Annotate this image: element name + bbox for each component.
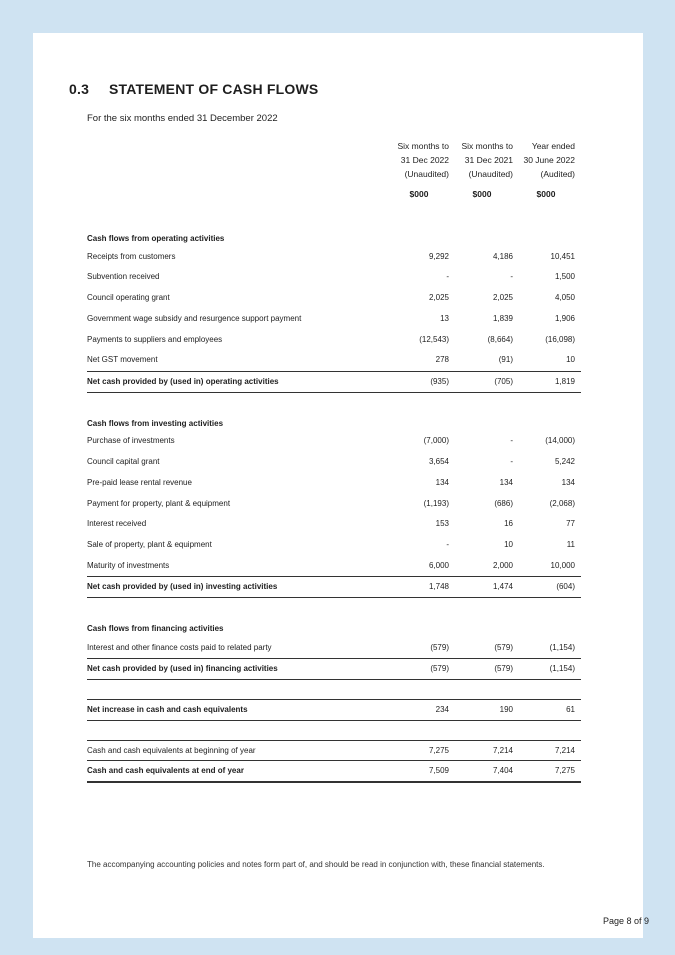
row-value-year: 5,242 [554,457,575,466]
row-value-current: (7,000) [423,436,449,445]
column-header-status: (Audited) [540,169,575,179]
row-value-current: 13 [440,314,449,323]
row-value-prior: - [510,272,513,281]
row-value-year: 7,275 [554,766,575,775]
row-value-year: 61 [566,705,575,714]
row-label: Interest and other finance costs paid to related party [87,643,272,652]
column-header-line2: 30 June 2022 [523,155,575,165]
table-row [87,556,581,576]
row-value-current: 234 [435,705,449,714]
row-label: Sale of property, plant & equipment [87,540,212,549]
row-label: Interest received [87,519,147,528]
row-value-current: - [446,272,449,281]
table-row [87,514,581,534]
row-value-current: (1,193) [423,499,449,508]
investing-heading: Cash flows from investing activities [87,419,224,428]
row-value-prior: (91) [498,355,513,364]
column-header-line2: 31 Dec 2022 [400,155,449,165]
page-number: Page 8 of 9 [603,916,650,926]
row-label: Council capital grant [87,457,160,466]
row-label: Receipts from customers [87,252,176,261]
row-label: Government wage subsidy and resurgence support payment [87,314,302,323]
table-row [87,494,581,514]
row-value-year: 11 [566,540,575,549]
column-header-line2: 31 Dec 2021 [464,155,513,165]
row-value-current: - [446,540,449,549]
row-label: Council operating grant [87,293,170,302]
row-value-prior: (686) [494,499,513,508]
row-label: Net cash provided by (used in) investing activities [87,582,278,591]
row-value-current: 7,275 [428,746,449,755]
row-value-prior: 4,186 [492,252,513,261]
column-header-line1: Six months to [461,141,513,151]
row-value-prior: 1,474 [492,582,513,591]
row-value-year: (14,000) [545,436,575,445]
row-value-year: (1,154) [549,643,575,652]
financing-total-row [87,658,581,680]
column-header-year [517,139,575,201]
row-value-prior: 7,214 [492,746,513,755]
table-row [87,535,581,555]
operating-total-row [87,371,581,393]
row-value-prior: 2,000 [492,561,513,570]
row-value-year: 1,500 [554,272,575,281]
row-value-current: 9,292 [428,252,449,261]
row-label: Net cash provided by (used in) operating activities [87,377,279,386]
row-label: Pre-paid lease rental revenue [87,478,192,487]
row-label: Net cash provided by (used in) financing activities [87,664,278,673]
row-value-prior: (705) [494,377,513,386]
section-heading: STATEMENT OF CASH FLOWS [109,81,319,97]
closing-cash-row [87,760,581,783]
section-number: 0.3 [69,81,90,97]
row-label: Cash and cash equivalents at end of year [87,766,244,775]
section-title [69,81,318,97]
row-value-current: 2,025 [428,293,449,302]
financing-heading: Cash flows from financing activities [87,624,224,633]
row-value-year: 10,451 [550,252,575,261]
row-value-year: 7,214 [554,746,575,755]
reporting-period: For the six months ended 31 December 2022 [87,113,278,124]
row-value-current: (579) [430,664,449,673]
column-header-status: (Unaudited) [468,169,513,179]
row-value-current: 278 [435,355,449,364]
row-value-prior: 10 [504,540,513,549]
row-value-prior: 134 [499,478,513,487]
row-value-prior: 190 [499,705,513,714]
column-header-currency: $000 [472,189,492,199]
row-value-year: (2,068) [549,499,575,508]
statement-page [33,33,650,938]
row-label: Net increase in cash and cash equivalents [87,705,248,714]
row-value-prior: (579) [494,664,513,673]
row-value-year: 4,050 [554,293,575,302]
row-value-year: 1,906 [554,314,575,323]
row-value-year: 10 [566,355,575,364]
table-row [87,330,581,350]
row-label: Net GST movement [87,355,158,364]
row-value-prior: - [510,457,513,466]
row-value-year: (604) [556,582,575,591]
row-value-year: 134 [561,478,575,487]
row-value-prior: 2,025 [492,293,513,302]
row-value-current: (579) [430,643,449,652]
table-row [87,350,581,370]
row-value-year: 10,000 [550,561,575,570]
row-value-current: (935) [430,377,449,386]
table-row [87,309,581,329]
table-row [87,452,581,472]
column-header-prior [451,139,513,201]
column-header-line1: Year ended [531,141,575,151]
row-value-prior: 7,404 [492,766,513,775]
row-value-year: 1,819 [554,377,575,386]
row-value-current: 7,509 [428,766,449,775]
row-label: Purchase of investments [87,436,175,445]
row-value-current: 1,748 [428,582,449,591]
net-increase-row [87,699,581,721]
row-label: Cash and cash equivalents at beginning of year [87,746,256,755]
table-row [87,247,581,267]
row-value-prior: (8,664) [487,335,513,344]
footnote: The accompanying accounting policies and notes form part of, and should be read in conjunction with, these financial statements. [87,860,545,869]
row-value-year: 77 [566,519,575,528]
row-value-prior: 16 [504,519,513,528]
row-value-current: 3,654 [428,457,449,466]
table-row [87,638,581,658]
row-label: Subvention received [87,272,160,281]
investing-total-row [87,576,581,598]
row-label: Payments to suppliers and employees [87,335,223,344]
column-header-currency: $000 [409,189,429,199]
row-value-current: 153 [435,519,449,528]
column-header-currency: $000 [536,189,556,199]
table-row [87,431,581,451]
row-value-current: (12,543) [419,335,449,344]
opening-cash-row [87,740,581,761]
row-value-prior: - [510,436,513,445]
row-value-current: 134 [435,478,449,487]
row-value-current: 6,000 [428,561,449,570]
row-value-year: (16,098) [545,335,575,344]
row-value-prior: (579) [494,643,513,652]
row-label: Payment for property, plant & equipment [87,499,231,508]
row-label: Maturity of investments [87,561,170,570]
table-row [87,288,581,308]
column-header-line1: Six months to [397,141,449,151]
table-row [87,473,581,493]
table-row [87,267,581,287]
column-header-status: (Unaudited) [404,169,449,179]
column-header-current [389,139,449,201]
row-value-prior: 1,839 [492,314,513,323]
operating-heading: Cash flows from operating activities [87,234,225,243]
row-value-year: (1,154) [549,664,575,673]
